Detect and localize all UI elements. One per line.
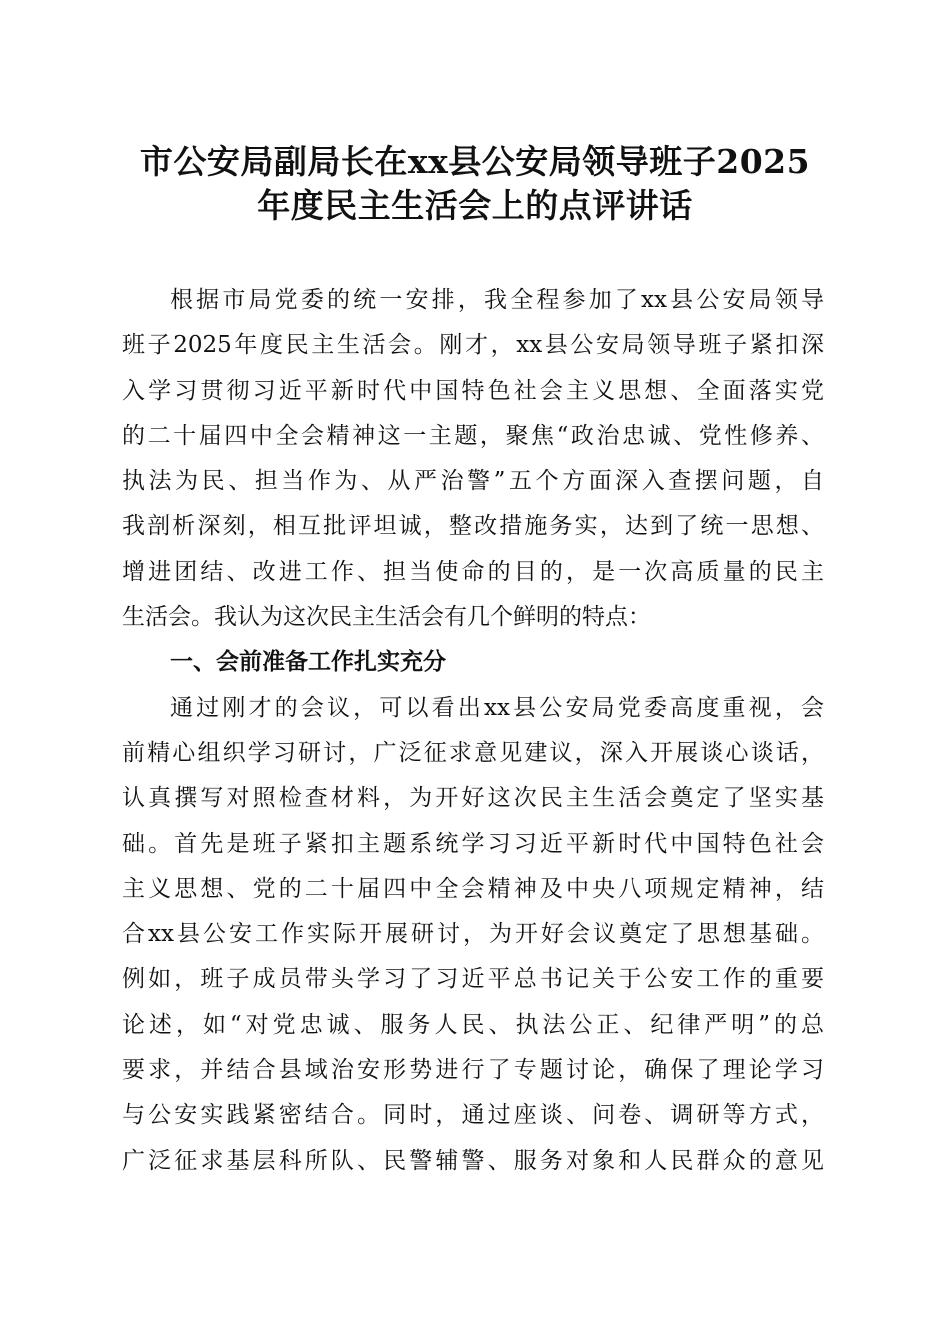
section-heading-1: 一、会前准备工作扎实充分 xyxy=(170,649,446,676)
paragraph-1-line: 执法为民、担当作为、从严治警”五个方面深入查摆问题，自 xyxy=(122,468,824,495)
paragraph-2-line: 合xx县公安工作实际开展研讨，为开好会议奠定了思想基础。 xyxy=(122,921,824,948)
paragraph-1-line: 增进团结、改进工作、担当使命的目的，是一次高质量的民主 xyxy=(122,558,824,585)
title-line-1: 市公安局副局长在xx县公安局领导班子2025 xyxy=(139,142,811,181)
paragraph-1-line: 生活会。我认为这次民主生活会有几个鲜明的特点： xyxy=(122,604,651,631)
paragraph-2-line: 通过刚才的会议，可以看出xx县公安局党委高度重视，会 xyxy=(170,694,824,721)
document-body xyxy=(122,278,824,1184)
paragraph-2-line: 认真撰写对照检查材料，为开好这次民主生活会奠定了坚实基 xyxy=(122,785,824,812)
document-title xyxy=(100,140,850,228)
paragraph-1-line: 我剖析深刻，相互批评坦诚，整改措施务实，达到了统一思想、 xyxy=(122,513,824,540)
paragraph-2-line: 与公安实践紧密结合。同时，通过座谈、问卷、调研等方式， xyxy=(122,1102,824,1129)
paragraph-1-line: 入学习贯彻习近平新时代中国特色社会主义思想、全面落实党 xyxy=(122,377,824,404)
paragraph-1-line: 的二十届四中全会精神这一主题，聚焦“政治忠诚、党性修养、 xyxy=(122,422,824,449)
paragraph-1-line: 根据市局党委的统一安排，我全程参加了xx县公安局领导 xyxy=(170,287,824,313)
paragraph-2-line: 论述，如“对党忠诚、服务人民、执法公正、纪律严明”的总 xyxy=(122,1011,824,1038)
paragraph-2-line: 前精心组织学习研讨，广泛征求意见建议，深入开展谈心谈话， xyxy=(122,739,824,766)
paragraph-2-line: 础。首先是班子紧扣主题系统学习习近平新时代中国特色社会 xyxy=(122,830,824,857)
title-line-2: 年度民主生活会上的点评讲话 xyxy=(257,186,693,225)
paragraph-2-line: 要求，并结合县域治安形势进行了专题讨论，确保了理论学习 xyxy=(122,1057,824,1084)
paragraph-2-line: 例如，班子成员带头学习了习近平总书记关于公安工作的重要 xyxy=(122,966,824,993)
paragraph-2-line: 广泛征求基层科所队、民警辅警、服务对象和人民群众的意见 xyxy=(122,1147,824,1174)
paragraph-2-line: 主义思想、党的二十届四中全会精神及中央八项规定精神，结 xyxy=(122,875,824,902)
paragraph-1-line: 班子2025年度民主生活会。刚才，xx县公安局领导班子紧扣深 xyxy=(122,332,824,359)
